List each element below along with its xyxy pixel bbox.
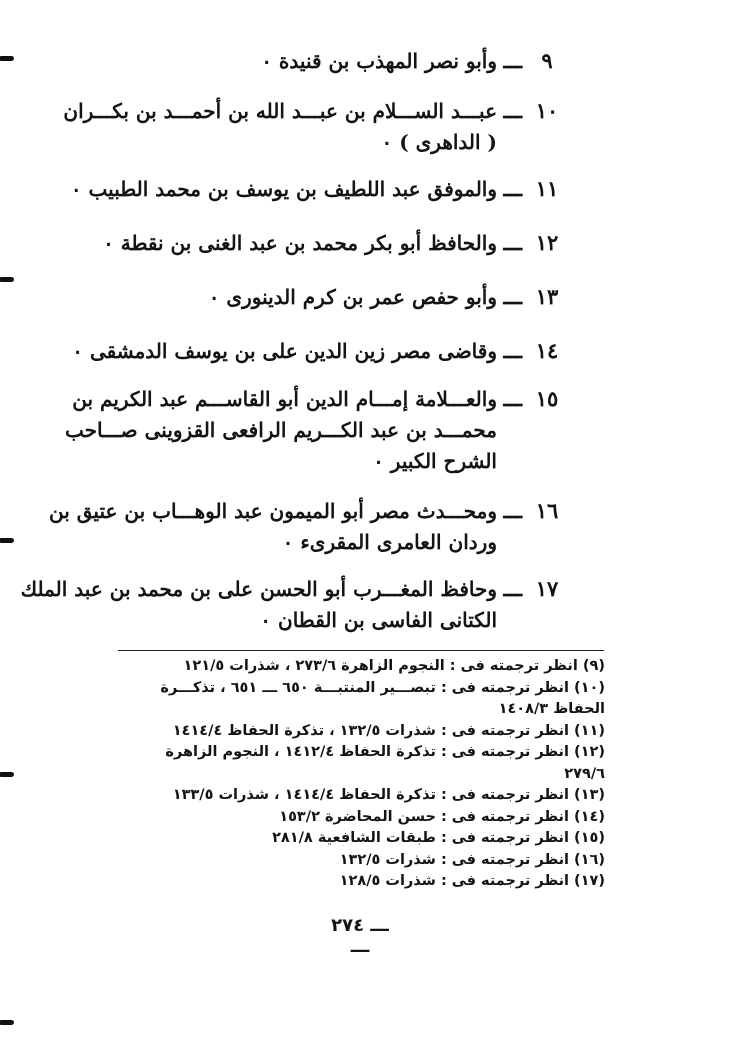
entry-text — [20, 574, 497, 636]
entry-number: ١٦ — [535, 498, 559, 523]
entry-text — [63, 96, 497, 158]
entry-line: والعـــلامة إمـــام الدين أبو القاســـم عبد الكريم بن — [72, 387, 497, 411]
entry-dash: ـــ — [503, 230, 522, 255]
entry-line: عبـــد الســـلام بن عبـــد الله بن أحمـــد بن بكـــران — [63, 99, 497, 123]
entry-line: والموفق عبد اللطيف بن يوسف بن محمد الطبيب ٠ — [70, 177, 497, 201]
entry-number: ١٧ — [535, 576, 559, 601]
footnotes — [95, 656, 605, 893]
entry-dash: ـــ — [503, 284, 522, 309]
margin-mark — [0, 772, 14, 777]
footnote: (١٥) انظر ترجمته فى : طبقات الشافعية ٢٨١/٨ — [272, 830, 605, 846]
entry-line: وردان العامرى المقرىء ٠ — [282, 530, 497, 554]
footnote: (١١) انظر ترجمته فى : شذرات ١٣٢/٥ ، تذكرة الحفاظ ١٤١٤/٤ — [172, 722, 605, 739]
margin-mark — [0, 56, 14, 61]
entry-line: ومحـــدث مصر أبو الميمون عبد الوهـــاب بن عتيق بن — [48, 499, 497, 523]
footnote: (١٠) انظر ترجمته فى : تبصـــير المنتبـــة ٦٥٠ ـــ ٦٥١ ، تذكـــرة — [160, 679, 605, 696]
entry-line: الكتانى الفاسى بن القطان ٠ — [260, 608, 497, 632]
entry-text — [72, 336, 497, 367]
entry-dash: ـــ — [503, 576, 522, 601]
entry-text — [77, 228, 497, 259]
entry-text — [65, 384, 497, 477]
footnote: (١٢) انظر ترجمته فى : تذكرة الحفاظ ١٤١٢/٤ ، النجوم الزاهرة — [165, 744, 605, 760]
footnote: (١٤) انظر ترجمته فى : حسن المحاضرة ١٥٣/٢ — [279, 808, 605, 825]
footnote-continuation: الحفاظ ١٤٠٨/٣ — [498, 701, 605, 717]
margin-mark — [0, 277, 14, 282]
entry-number: ١٢ — [535, 230, 559, 255]
entry-dash: ـــ — [503, 176, 522, 201]
entry-line: محمـــد بن عبد الكـــريم الرافعى القزوينى صـــاحب — [65, 418, 497, 442]
entry-line: والحافظ أبو بكر محمد بن عبد الغنى بن نقطة ٠ — [103, 231, 497, 255]
entry-line: وحافظ المغـــرب أبو الحسن على بن محمد بن عبد الملك — [20, 577, 497, 601]
footnote: (١٦) انظر ترجمته فى : شذرات ١٣٢/٥ — [339, 851, 605, 868]
page-number: ـــ ٢٧٤ ـــ — [331, 915, 389, 957]
entry-line: وقاضى مصر زين الدين على بن يوسف الدمشقى ٠ — [72, 339, 497, 363]
footnote: (٩) انظر ترجمته فى : النجوم الزاهرة ٢٧٣/٦ ، شذرات ١٢١/٥ — [183, 658, 605, 674]
entry-line: وأبو نصر المهذب بن قنيدة ٠ — [261, 49, 497, 73]
entry-text — [77, 46, 497, 77]
entry-text — [70, 174, 497, 205]
margin-mark — [0, 538, 14, 543]
entry-number: ١٣ — [535, 284, 559, 309]
entry-dash: ـــ — [503, 338, 522, 363]
entry-text — [48, 496, 497, 558]
entry-text — [77, 282, 497, 313]
margin-mark — [0, 1020, 14, 1025]
entry-dash: ـــ — [503, 386, 522, 411]
entry-number: ٩ — [541, 48, 553, 73]
entry-line: ( الداهرى ) ٠ — [381, 130, 497, 154]
footnote: (١٧) انظر ترجمته فى : شذرات ١٢٨/٥ — [339, 873, 605, 889]
entry-line: الشرح الكبير ٠ — [373, 449, 497, 473]
entry-dash: ـــ — [503, 98, 522, 123]
entry-line: وأبو حفص عمر بن كرم الدينورى ٠ — [208, 285, 497, 309]
footnote-continuation: ٢٧٩/٦ — [564, 765, 605, 782]
entry-number: ١١ — [535, 176, 559, 201]
footnote: (١٣) انظر ترجمته فى : تذكرة الحفاظ ١٤١٤/٤ ، شذرات ١٣٣/٥ — [172, 787, 605, 803]
entry-number: ١٥ — [535, 386, 559, 411]
entry-dash: ـــ — [503, 48, 522, 73]
footnote-divider — [118, 650, 604, 651]
entry-number: ١٤ — [535, 338, 559, 363]
entry-number: ١٠ — [535, 98, 559, 123]
entry-dash: ـــ — [503, 498, 522, 523]
